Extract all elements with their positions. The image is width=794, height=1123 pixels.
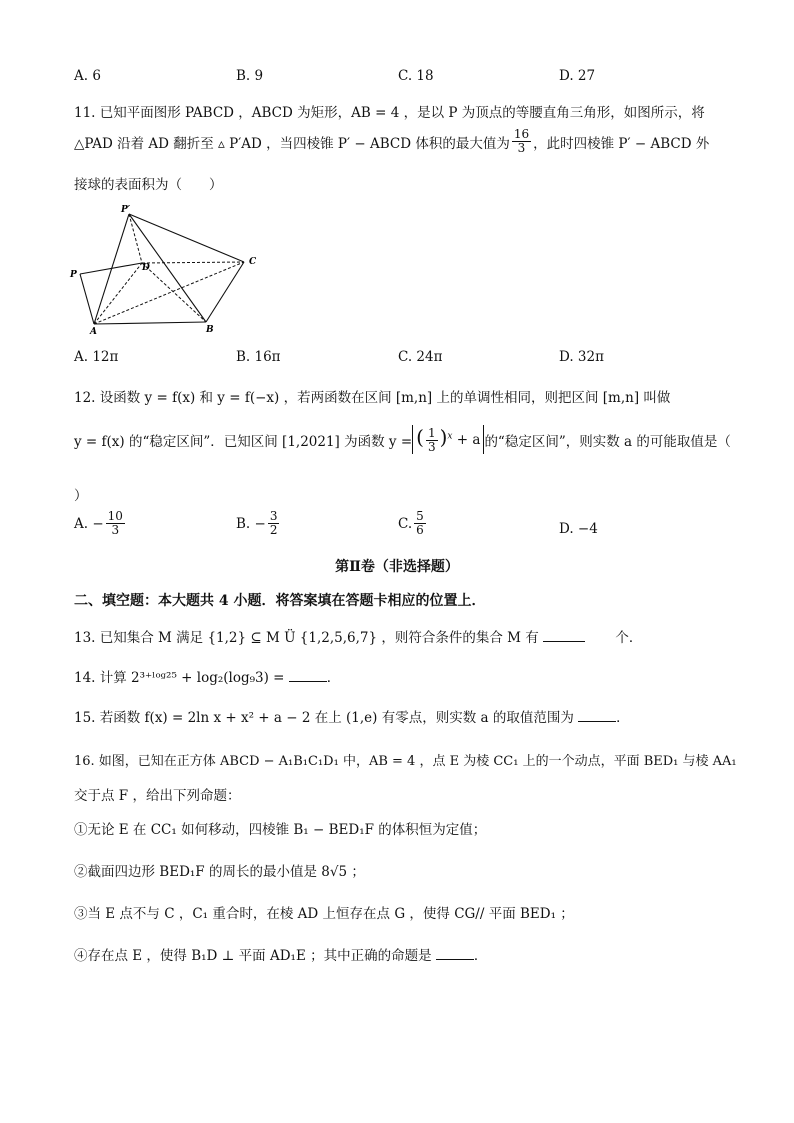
edge-d-c <box>142 262 244 263</box>
edge-b-c <box>206 262 244 322</box>
q12-line2 <box>74 425 731 454</box>
section-2-title: 第Ⅱ卷（非选择题） <box>335 559 459 575</box>
edge-d-b <box>142 263 206 322</box>
q16-answer-blank <box>436 947 474 960</box>
q11-option-c: C. 24π <box>398 349 443 365</box>
q11-fraction-den: 3 <box>517 141 526 155</box>
q10-option-d: D. 27 <box>559 68 596 84</box>
q12-option-b-frac <box>268 510 280 537</box>
edge-a-b <box>94 322 206 324</box>
q11-option-b: B. 16π <box>236 349 281 365</box>
q12-option-b-prefix: B. − <box>236 515 266 532</box>
q12-option-c <box>398 510 428 537</box>
q12-line2a: y = f(x) 的“稳定区间”．已知区间 [1,2021] 为函数 y = <box>74 433 413 450</box>
q11-fraction <box>512 128 531 155</box>
q11-pyramid-figure <box>66 202 266 338</box>
q12-option-d: D. −4 <box>559 521 598 537</box>
q11-line2a: △PAD 沿着 AD 翻折至 ▵ P′AD ，当四棱锥 P′ − ABCD 体积的最大值为 <box>74 135 510 152</box>
q13-tail: 个． <box>615 630 643 646</box>
q10-option-a: A. 6 <box>74 68 101 84</box>
label-c: C <box>249 257 257 267</box>
q12-option-a-den: 3 <box>111 523 120 537</box>
q12-option-b-den: 2 <box>269 523 278 537</box>
label-p: P <box>70 270 77 280</box>
q12-inner-num: 1 <box>427 426 436 440</box>
q12-option-c-den: 6 <box>416 523 424 537</box>
q16-period: ． <box>473 948 488 964</box>
q11-line1: 11. 已知平面图形 PABCD ，ABCD 为矩形，AB = 4 ，是以 P 为顶点的等腰直角三角形，如图所示，将 <box>74 105 705 121</box>
q12-exponent: x <box>447 431 453 442</box>
q12-option-c-num: 5 <box>416 509 424 523</box>
q13 <box>74 626 642 646</box>
q12-option-a-num: 10 <box>107 509 123 523</box>
q14-text: 14. 计算 2³⁺ˡᵒᵍ²⁵ + log₂(log₉3) = <box>74 670 285 686</box>
q12-option-a-prefix: A. − <box>74 515 104 532</box>
q15 <box>74 706 630 726</box>
edge-pp-d <box>129 214 142 263</box>
q12-option-c-frac <box>414 510 426 537</box>
q16-statement-4-text: ④存在点 E ，使得 B₁D ⊥ 平面 AD₁E ；其中正确的命题是 <box>74 948 432 964</box>
q12-abs-expression <box>412 425 484 454</box>
q11-option-a: A. 12π <box>74 349 119 365</box>
q13-answer-blank <box>543 629 585 642</box>
label-pp: P′ <box>121 205 131 215</box>
q12-option-b-num: 3 <box>269 509 278 523</box>
q12-right-paren: ) <box>439 425 448 449</box>
q14-period: ． <box>326 670 341 686</box>
edge-a-d <box>94 263 142 324</box>
q16-line2: 交于点 F ，给出下列命题： <box>74 788 241 804</box>
q13-text: 13. 已知集合 M 满足 {1,2} ⊆ M Ü {1,2,5,6,7} ，则符合条件的集合 M 有 <box>74 630 539 646</box>
q12-line1: 12. 设函数 y = f(x) 和 y = f(−x) ，若两函数在区间 [m,n] 上的单调性相同，则把区间 [m,n] 叫做 <box>74 390 671 406</box>
label-b: B <box>206 325 214 335</box>
q14-answer-blank <box>289 669 327 682</box>
q14 <box>74 666 340 686</box>
q12-inner-fraction <box>426 427 438 454</box>
q10-option-b: B. 9 <box>236 68 264 84</box>
q10-option-c: C. 18 <box>398 68 434 84</box>
label-d: D <box>142 263 150 273</box>
q12-inner-rest: + a <box>456 432 481 448</box>
q15-period: ． <box>616 710 630 726</box>
q12-line3: ） <box>74 488 88 504</box>
q11-line2b: ，此时四棱锥 P′ − ABCD 外 <box>533 135 710 152</box>
label-a: A <box>90 327 97 337</box>
q11-option-d: D. 32π <box>559 349 604 365</box>
q12-option-a-frac <box>106 510 125 537</box>
q11-fraction-num: 16 <box>513 127 530 141</box>
q12-line2b: 的“稳定区间”，则实数 a 的可能取值是（ <box>484 433 731 450</box>
q16-statement-1: ①无论 E 在 CC₁ 如何移动，四棱锥 B₁ − BED₁F 的体积恒为定值； <box>74 822 487 838</box>
q12-inner-den: 3 <box>427 440 436 454</box>
q12-option-b <box>236 510 281 537</box>
q12-left-paren: ( <box>416 425 424 449</box>
q12-option-c-prefix: C. <box>398 515 413 532</box>
q16-statement-2: ②截面四边形 BED₁F 的周长的最小值是 8√5 ； <box>74 864 365 880</box>
q12-option-a <box>74 510 127 537</box>
q11-line3: 接球的表面积为（ ） <box>74 177 223 193</box>
q16-line1: 16. 如图，已知在正方体 ABCD − A₁B₁C₁D₁ 中，AB = 4 ，点 E 为棱 CC₁ 上的一个动点，平面 BED₁ 与棱 AA₁ <box>74 754 737 769</box>
q16-statement-3: ③当 E 点不与 C ，C₁ 重合时，在棱 AD 上恒存在点 G ，使得 CG// 平面 BED₁ ； <box>74 906 574 922</box>
q15-answer-blank <box>578 709 616 722</box>
edge-pp-a <box>94 214 129 324</box>
q15-text: 15. 若函数 f(x) = 2ln x + x² + a − 2 在上 (1,e) 有零点，则实数 a 的取值范围为 <box>74 710 574 726</box>
q16-statement-4 <box>74 944 487 964</box>
fill-in-header: 二、填空题：本大题共 4 小题．将答案填在答题卡相应的位置上． <box>74 593 486 609</box>
q11-line2 <box>74 128 709 155</box>
edge-a-c <box>94 262 244 324</box>
edge-p-a <box>80 274 94 324</box>
